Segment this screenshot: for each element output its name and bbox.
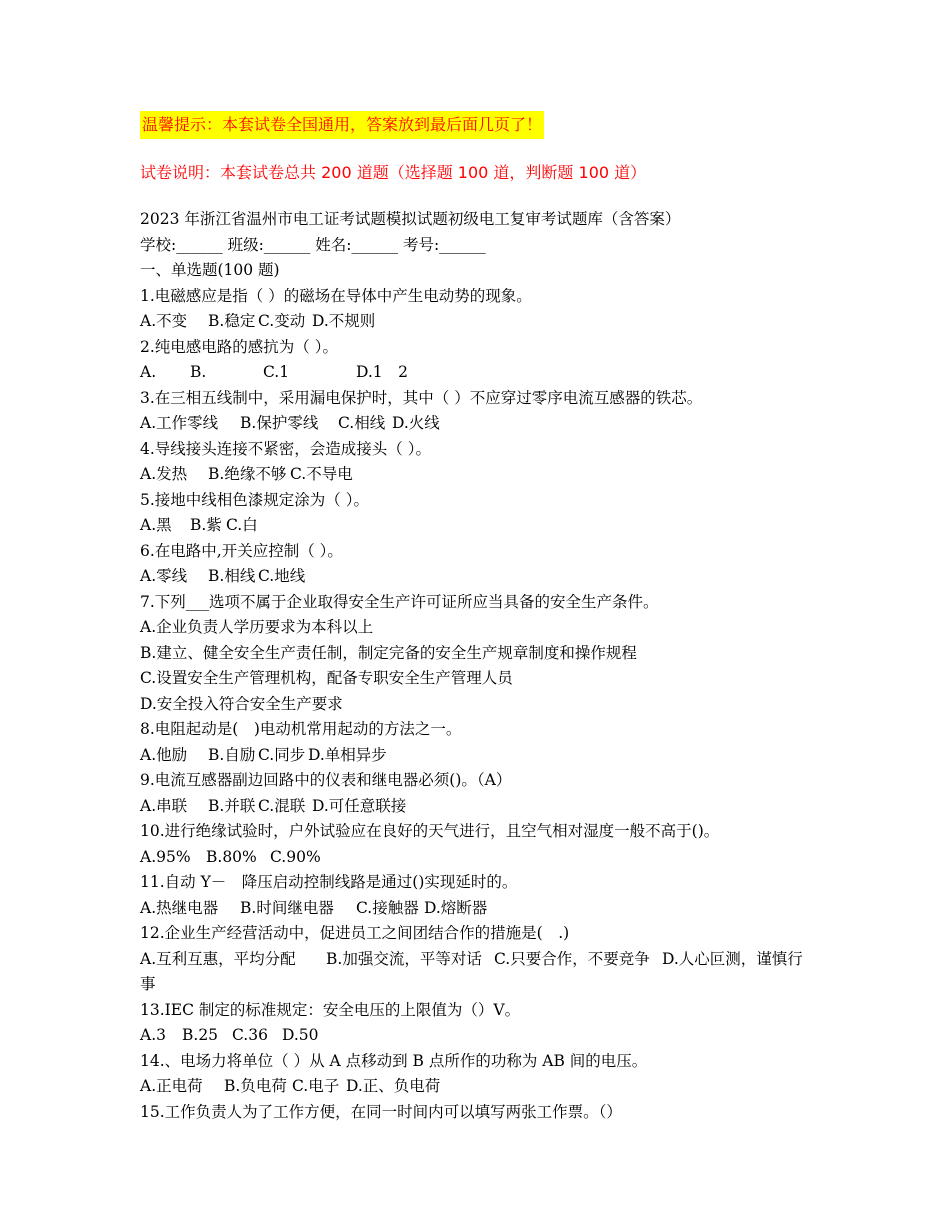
option-row [140,743,812,769]
option: D.单相异步 [308,745,387,764]
question-text: 9.电流互感器副边回路中的仪表和继电器必须()。（A） [140,771,512,789]
option: D.不规则 [312,312,376,330]
option: A.企业负责人学历要求为本科以上 [140,618,374,636]
option: A.不变 [140,312,188,330]
question-text: 7.下列___选项不属于企业取得安全生产许可证所应当具备的安全生产条件。 [140,592,659,611]
question-text: 11.自动 Y－ 降压启动控制线路是通过()实现延时的。 [140,873,518,891]
option: A.他励 [140,745,188,764]
option-row [140,845,812,871]
option: A.正电荷 [140,1077,203,1095]
question-text: 3.在三相五线制中，采用漏电保护时，其中（ ）不应穿过零序电流互感器的铁芯。 [140,388,703,407]
option: C.接触器 [356,898,419,917]
option: A.95% [140,847,191,866]
exam-title: 2023 年浙江省温州市电工证考试题模拟试题初级电工复审考试题库（含答案） [140,210,681,228]
option-row [140,794,812,820]
exam-instructions: 试卷说明：本套试卷总共 200 道题（选择题 100 道，判断题 100 道） [140,163,647,182]
option-row [140,1074,812,1100]
option: C.不导电 [290,465,353,483]
option: D.正、负电荷 [346,1077,441,1095]
option: B. [190,363,207,381]
question-text: 5.接地中线相色漆规定涂为（ ）。 [140,490,369,509]
option: A.黑 [140,516,172,534]
question-text: 8.电阻起动是( )电动机常用起动的方法之一。 [140,720,462,738]
option: B.相线 [208,567,256,585]
question-text: 15.工作负责人为了工作方便，在同一时间内可以填写两张工作票。（） [140,1102,622,1121]
option-row [140,462,812,488]
question-text: 6.在电路中,开关应控制（ ）。 [140,541,343,560]
option: A. [140,363,157,381]
option: B.稳定 [208,312,256,330]
option: D.可任意联接 [312,796,407,815]
option-row [140,947,812,998]
section-heading: 一、单选题(100 题) [140,261,280,279]
option: A.热继电器 [140,898,219,917]
option-row [140,411,812,437]
option-row [140,513,812,539]
option: B.建立、健全安全生产责任制，制定完备的安全生产规章制度和操作规程 [140,643,637,662]
option: B.自励 [208,745,256,764]
option: C.1 [263,363,290,381]
option: D.安全投入符合安全生产要求 [140,694,343,713]
option: C.相线 [338,414,386,432]
option: A.零线 [140,567,188,585]
option: B.负电荷 [224,1077,287,1095]
option: D.火线 [392,414,440,432]
question-text: 14.、电场力将单位（ ）从 A 点移动到 B 点所作的功称为 AB 间的电压。 [140,1051,648,1070]
option: D.50 [282,1026,319,1044]
option: A.串联 [140,796,188,815]
question-text: 1.电磁感应是指（ ）的磁场在导体中产生电动势的现象。 [140,286,532,305]
option: C.同步 [258,745,306,764]
option: A.3 [140,1026,166,1044]
option: C.地线 [258,567,306,585]
option: B.加强交流，平等对话 [326,949,482,968]
option: C.变动 [258,312,306,330]
option: B.保护零线 [240,414,319,432]
question-text: 10.进行绝缘试验时，户外试验应在良好的天气进行，且空气相对湿度一般不高于()。 [140,822,720,840]
question-text: 13.IEC 制定的标准规定：安全电压的上限值为（）V。 [140,1000,521,1019]
option: B.25 [182,1026,219,1044]
option: B.时间继电器 [240,898,334,917]
option-row [140,360,812,386]
option-row [140,309,812,335]
option: C.混联 [258,796,306,815]
option: D.熔断器 [424,898,488,917]
question-text: 12.企业生产经营活动中，促进员工之间团结合作的措施是( .) [140,924,570,942]
option: C.设置安全生产管理机构，配备专职安全生产管理人员 [140,669,513,687]
option: C.36 [232,1026,268,1044]
option: C.白 [226,516,258,534]
question-text: 2.纯电感电路的感抗为（ ）。 [140,337,338,356]
option: B.80% [206,847,257,866]
option: D.1 2 [356,363,409,381]
option: D.人心叵测，谨慎行事 [140,949,803,993]
option: B.紫 [190,516,222,534]
option-row [140,896,812,922]
option: A.互利互惠，平均分配 [140,949,296,968]
question-text: 4.导线接头连接不紧密，会造成接头（ ）。 [140,439,431,458]
option: A.工作零线 [140,414,219,432]
exam-content [140,207,812,1125]
option: B.绝缘不够 [208,465,287,483]
option-row [140,1023,812,1049]
option: B.并联 [208,796,256,815]
warm-notice: 温馨提示：本套试卷全国通用，答案放到最后面几页了！ [140,111,544,139]
option-row [140,564,812,590]
option: A.发热 [140,465,188,483]
student-info-line: 学校:______ 班级:______ 姓名:______ 考号:______ [140,235,486,254]
option: C.电子 [292,1077,340,1095]
option: C.只要合作，不要竞争 [494,949,650,968]
option: C.90% [270,847,321,866]
